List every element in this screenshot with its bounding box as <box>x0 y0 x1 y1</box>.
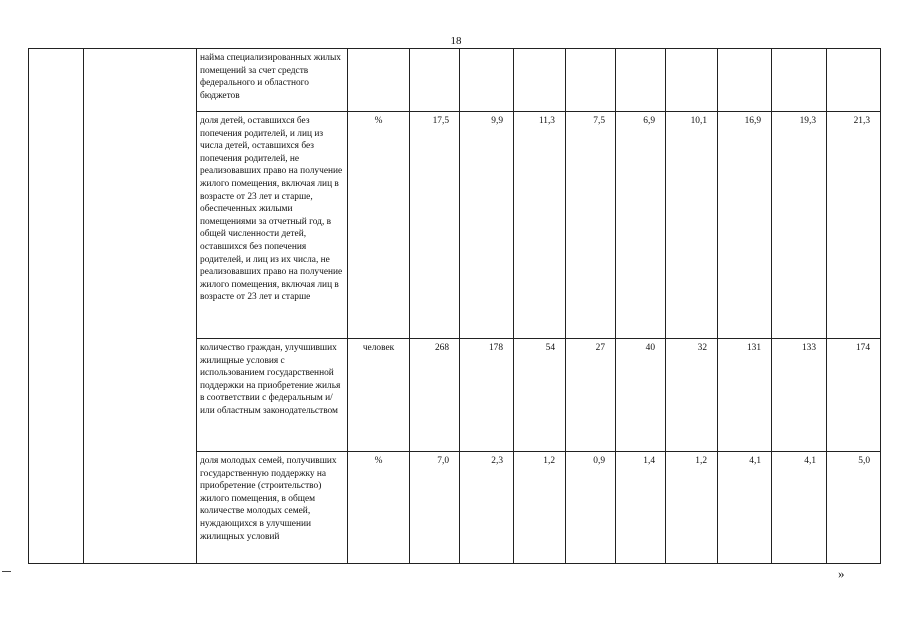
value-cell: 54 <box>514 339 566 452</box>
number-column-cell <box>29 49 84 564</box>
unit-cell <box>348 49 410 112</box>
unit-cell: человек <box>348 339 410 452</box>
value-cell: 1,4 <box>616 452 666 564</box>
closing-quote-mark: » <box>838 566 845 581</box>
value-cell: 4,1 <box>718 452 772 564</box>
value-cell: 19,3 <box>772 112 827 339</box>
value-cell <box>616 49 666 112</box>
page-number: 18 <box>450 35 462 47</box>
value-cell: 7,5 <box>566 112 616 339</box>
value-cell <box>718 49 772 112</box>
value-cell <box>460 49 514 112</box>
value-cell: 268 <box>410 339 460 452</box>
value-cell: 9,9 <box>460 112 514 339</box>
value-cell <box>666 49 718 112</box>
margin-mark <box>2 571 11 572</box>
value-cell: 7,0 <box>410 452 460 564</box>
value-cell: 4,1 <box>772 452 827 564</box>
indicator-cell: доля молодых семей, получивших государственную поддержку на приобретение (строительство) жилого помещения, в общем количестве молодых семей, нуждающихся в улучшении жилищных условий <box>197 452 348 564</box>
value-cell: 1,2 <box>514 452 566 564</box>
value-cell <box>827 49 881 112</box>
value-cell: 2,3 <box>460 452 514 564</box>
unit-cell: % <box>348 112 410 339</box>
value-cell <box>410 49 460 112</box>
value-cell: 11,3 <box>514 112 566 339</box>
indicator-cell: доля детей, оставшихся без попечения родителей, и лиц из числа детей, оставшихся без попечения родителей, не реализовавших право на получение жилого помещения, включая лиц в возрасте от 23 лет и старше, обеспеченных жилыми помещениями за отчетный год, в общей численности детей, оставшихся без попечения родителей, и лиц из их числа, не реализовавших право на получение жилого помещения, включая лиц в возрасте от 23 лет и старше <box>197 112 348 339</box>
indicator-cell: количество граждан, улучшивших жилищные условия с использованием государственной поддержки на приобретение жилья в соответствии с федеральным и/или областным законодательством <box>197 339 348 452</box>
value-cell: 40 <box>616 339 666 452</box>
value-cell: 6,9 <box>616 112 666 339</box>
unit-cell: % <box>348 452 410 564</box>
indicators-table <box>28 48 881 564</box>
value-cell: 17,5 <box>410 112 460 339</box>
value-cell: 27 <box>566 339 616 452</box>
value-cell: 16,9 <box>718 112 772 339</box>
program-column-cell <box>84 49 197 564</box>
value-cell: 178 <box>460 339 514 452</box>
value-cell <box>514 49 566 112</box>
value-cell: 131 <box>718 339 772 452</box>
value-cell: 0,9 <box>566 452 616 564</box>
indicator-cell: найма специализированных жилых помещений за счет средств федерального и областного бюджетов <box>197 49 348 112</box>
value-cell: 133 <box>772 339 827 452</box>
value-cell: 1,2 <box>666 452 718 564</box>
value-cell: 10,1 <box>666 112 718 339</box>
value-cell: 21,3 <box>827 112 881 339</box>
table-row <box>29 49 881 112</box>
value-cell <box>566 49 616 112</box>
value-cell: 174 <box>827 339 881 452</box>
value-cell: 5,0 <box>827 452 881 564</box>
value-cell <box>772 49 827 112</box>
value-cell: 32 <box>666 339 718 452</box>
